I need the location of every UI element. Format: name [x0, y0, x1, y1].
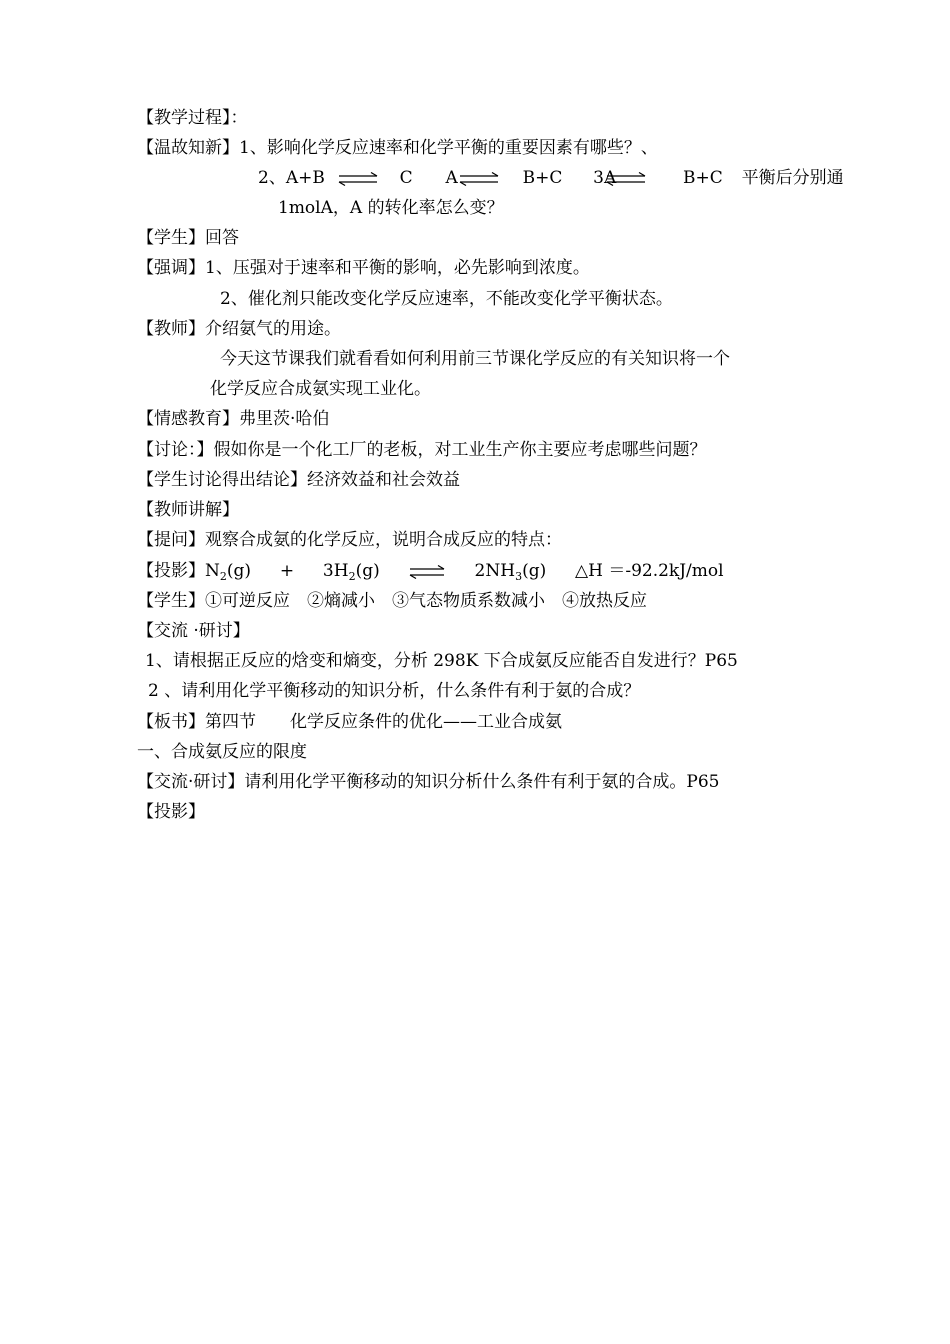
eq-h2: $3H_2(g)$ [322, 561, 380, 583]
projection-equation [137, 560, 724, 588]
exchange-question-3: 【交流·研讨】请利用化学平衡移动的知识分析什么条件有利于氨的合成。P65 [137, 772, 720, 792]
emphasis-2: 2、催化剂只能改变化学反应速率，不能改变化学平衡状态。 [220, 289, 673, 309]
eq-tail-text: 平衡后分别通 [741, 168, 844, 188]
emphasis-1: 【强调】1、压强对于速率和平衡的影响，必先影响到浓度。 [137, 258, 590, 278]
discussion-question: 【讨论：】假如你是一个化工厂的老板，对工业生产你主要应考虑哪些问题？ [137, 440, 707, 460]
equilibrium-arrow-icon [457, 172, 501, 186]
eq-reactant-2: A [445, 168, 458, 188]
eq-reactant-3: 3A [593, 168, 617, 188]
teacher-intro: 【教师】介绍氨气的用途。 [137, 319, 341, 339]
equilibrium-arrow-icon [604, 172, 648, 186]
eq-product-1: C [399, 168, 413, 188]
student-answer: 【学生】回答 [137, 228, 239, 248]
eq-plus: + [279, 561, 295, 581]
equilibrium-arrow-icon [407, 565, 447, 579]
student-conclusion: 【学生讨论得出结论】经济效益和社会效益 [137, 470, 460, 490]
exchange-question-2: 2 、请利用化学平衡移动的知识分析，什么条件有利于氨的合成？ [148, 681, 641, 701]
question-prompt: 【提问】观察合成氨的化学反应，说明合成反应的特点： [137, 530, 562, 550]
projection-heading: 【投影】 [137, 802, 205, 822]
section-heading: 【教学过程】： [137, 108, 248, 128]
teacher-explanation: 【教师讲解】 [137, 500, 239, 520]
subsection-heading: 一、合成氨反应的限度 [137, 742, 307, 762]
eq-enthalpy: △H ＝-92.2kJ/mol [575, 561, 724, 581]
eq-reactants-1: 2、A+B [258, 168, 325, 188]
exchange-question-1: 1、请根据正反应的焓变和熵变，分析 298K 下合成氨反应能否自发进行？P65 [145, 651, 738, 671]
review-question-2-cont: 1molA，A 的转化率怎么变？ [278, 198, 504, 218]
review-question-1: 【温故知新】1、影响化学反应速率和化学平衡的重要因素有哪些？、 [137, 138, 658, 158]
eq-n2: $N_2(g)$ [205, 561, 252, 583]
exchange-heading: 【交流 ·研讨】 [137, 621, 250, 641]
equilibrium-arrow-icon [336, 172, 380, 186]
eq-nh3: $2NH_3(g)$ [474, 561, 547, 583]
student-features: 【学生】①可逆反应 ②熵减小 ③气态物质系数减小 ④放热反应 [137, 591, 647, 611]
projection-label: 【投影】 [137, 561, 205, 581]
eq-products-2: B+C [522, 168, 563, 188]
teacher-paragraph-2: 化学反应合成氨实现工业化。 [210, 379, 431, 399]
board-heading: 【板书】第四节 化学反应条件的优化——工业合成氨 [137, 712, 562, 732]
review-question-2-equations [258, 167, 844, 189]
teacher-paragraph-1: 今天这节课我们就看看如何利用前三节课化学反应的有关知识将一个 [220, 349, 730, 369]
emotional-education: 【情感教育】弗里茨·哈伯 [137, 409, 330, 429]
eq-products-3: B+C [683, 168, 723, 188]
